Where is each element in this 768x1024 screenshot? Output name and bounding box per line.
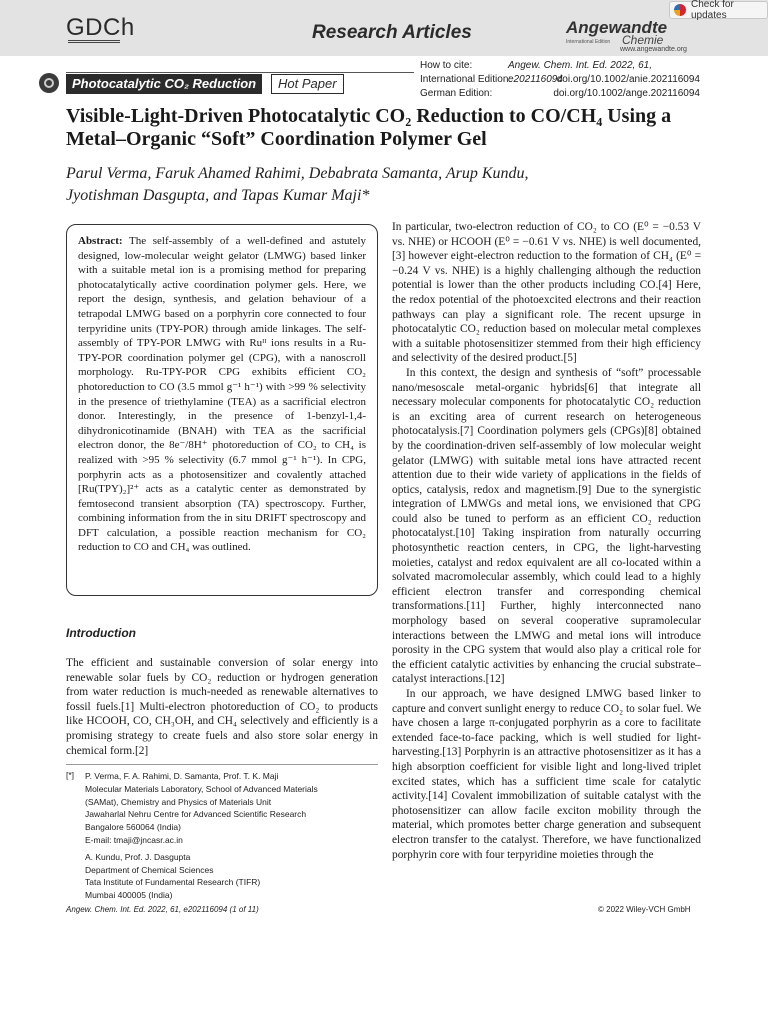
angewandte-logo: Angewandte bbox=[566, 18, 668, 37]
citation-label: How to cite: bbox=[420, 60, 473, 71]
citation-block bbox=[420, 59, 700, 101]
footnote-line: Molecular Materials Laboratory, School of Advanced Materials bbox=[85, 783, 318, 794]
footnote-line: (SAMat), Chemistry and Physics of Materials Unit bbox=[85, 796, 272, 807]
paper-title: Visible-Light-Driven Photocatalytic CO₂ Reduction to CO/CH₄ Using a Metal–Organic “Soft” Coordination Polymer Gel bbox=[66, 105, 672, 150]
section-title: Research Articles bbox=[312, 22, 472, 43]
footnote-line: Tata Institute of Fundamental Research (TIFR) bbox=[85, 877, 261, 888]
footnote-rule bbox=[66, 764, 378, 765]
footnote-line: P. Verma, F. A. Rahimi, D. Samanta, Prof. T. K. Maji bbox=[85, 771, 279, 781]
crossmark-icon bbox=[674, 4, 686, 16]
authors-line: Jyotishman Dasgupta, and Tapas Kumar Maji* bbox=[66, 187, 370, 204]
footnote-email[interactable]: E-mail: tmaji@jncasr.ac.in bbox=[85, 834, 183, 845]
gdch-logo-underline bbox=[68, 40, 120, 43]
authors-line: Parul Verma, Faruk Ahamed Rahimi, Debabrata Samanta, Arup Kundu, bbox=[66, 165, 529, 182]
body-text-right-column bbox=[392, 220, 701, 862]
abstract-label: Abstract: bbox=[78, 235, 123, 247]
abstract-paragraph bbox=[78, 234, 366, 555]
category-label: Photocatalytic CO₂ Reduction bbox=[66, 74, 262, 94]
doi-link[interactable]: doi.org/10.1002/anie.202116094 bbox=[556, 74, 700, 85]
footnote-marker: [*] bbox=[66, 770, 75, 780]
badge-ring bbox=[44, 78, 54, 88]
abstract-text: The self-assembly of a well-defined and astutely designed, low-molecular weight gelator (LMWG) based linker with a suitable metal ion is a promising method for preparing photocatalytically active coordination polymer gels. Here, we report the design, synthesis, and gelation behaviour of a tetrapodal LMWG based on a porphyrin core connected to four terpyridine units (TPY-POR) through amide linkages. The self-assembly of TPY-POR LMWG with Ruᴵᴵ ions results in a Ru-TPY-POR coordination polymer gel (CPG), with a nanoscroll morphology. Ru-TPY-POR CPG exhibits efficient CO₂ photoreduction to CO (3.5 mmol g⁻¹ h⁻¹) with >99 % selectivity in the presence of triethylamine (TEA) as a sacrificial electron donor. Interestingly, in the presence of 1-benzyl-1,4-dihydronicotinamide (BNAH) with TEA as the sacrificial electron donor, the 8e⁻/8H⁺ photoreduction of CO₂ to CH₄ is realized with >95 % selectivity (6.7 mmol g⁻¹ h⁻¹). In CPG, porphyrin acts as a photosensitizer and covalently attached [Ru(TPY)₂]²⁺ acts as a catalytic center as demonstrated by femtosecond transient absorption (TA) spectroscopy. Further, combining information from the in situ DRIFT spectroscopy and DFT calculation, a possible reaction mechanism for CO₂ reduction to CO and CH₄ was outlined. bbox=[78, 235, 366, 554]
citation-value: Angew. Chem. Int. Ed. 2022, 61, e202116094 bbox=[508, 60, 652, 85]
chemie-logo: Chemie bbox=[622, 33, 664, 47]
citation-row-german-edition bbox=[420, 87, 700, 101]
citation-label: German Edition: bbox=[420, 88, 493, 99]
citation-label: International Edition: bbox=[420, 74, 512, 85]
gdch-logo: GDCh bbox=[66, 14, 135, 41]
body-paragraph: In our approach, we have designed LMWG based linker to capture and convert sunlight energy to reduce CO₂ to solar fuel. We have chosen a large π-conjugated porphyrin as a core to facilitate extended face-to-face packing, which is well studied for light-harvesting.[13] Porphyrin is an attractive photosensitizer as it has a high absorption coefficient for visible light and long-lived triplet excited states, which has a sufficient time scale for catalytic activity.[14] Covalent immobilization of suitable catalyst with the photosensitizer can allow facile exciton mobility through the material, which promotes better charge generation and subsequent electron transfer to the catalyst. Therefore, we have functionalized porphyrin core with four terpyridine moieties through the bbox=[392, 688, 701, 861]
hot-paper-label: Hot Paper bbox=[271, 74, 344, 94]
footnote-line: Department of Chemical Sciences bbox=[85, 864, 214, 875]
journal-url[interactable]: www.angewandte.org bbox=[620, 46, 687, 53]
footnote-line: A. Kundu, Prof. J. Dasgupta bbox=[85, 851, 191, 862]
doi-link[interactable]: doi.org/10.1002/ange.202116094 bbox=[553, 88, 700, 99]
introduction-paragraph: The efficient and sustainable conversion of solar energy into renewable solar fuels by CO₂ reduction or hydrogen generation from water reduction is much-needed as renewable alternatives to fossil fuels.[1] Multi-electron photoreduction of CO₂ to products like HCOOH, CO, CH₃OH, and CH₄ selectively and efficiently is a promising strategy to create fuels and also store solar energy in chemical form.[2] bbox=[66, 657, 378, 757]
footer-journal-reference: Angew. Chem. Int. Ed. 2022, 61, e202116094 (1 of 11) bbox=[66, 905, 259, 914]
citation-row-international-edition bbox=[420, 73, 700, 87]
abstract-box bbox=[66, 224, 378, 596]
footer-copyright: © 2022 Wiley-VCH GmbH bbox=[598, 905, 691, 914]
header-rule bbox=[66, 72, 414, 73]
body-paragraph: In this context, the design and synthesis of “soft” processable nano/mesoscale metal-organic hybrids[6] that integrate all necessary molecular components for photocatalytic CO₂ reduction is an exciting area of current research on heterogeneous photocatalysis.[7] Coordination polymers gels (CPGs)[8] obtained by the coordination-driven self-assembly of low molecular weight gelator (LMWG) with suitable metal ions have attracted recent attention due to their wide variety of applications in the fields of optics, catalysis, redox and magnetism.[9] Due to the synergistic integration of LMWGs and metal ions, we envisioned that CPG could also be tuned to perform as an efficient CO₂ reduction photocatalyst.[10] Taking inspiration from naturally occurring photosynthetic reaction centers, in CPG, the light-harvesting moieties, catalyst and redox equivalent are all co-located within a solvated macromolecular assembly, which could lead to a highly efficient electron transfer and corresponding chemical transformations.[11] Further, highly interconnected nano morphology based on several cooperative supramolecular interactions between the LMWG and metal ions will introduce porosity in the CPG system that would also play a critical role for the efficient catalytic activities by enhancing the crucial substrate–catalyst interactions.[12] bbox=[392, 366, 701, 686]
check-for-updates-label: Check for updates bbox=[691, 0, 734, 21]
footnote-line: Bangalore 560064 (India) bbox=[85, 822, 181, 833]
international-edition-logo: International Edition bbox=[566, 39, 611, 45]
affiliation-footnote bbox=[85, 770, 380, 902]
author-list bbox=[66, 163, 706, 207]
check-for-updates-button[interactable] bbox=[669, 1, 768, 19]
footnote-line: Jawaharlal Nehru Centre for Advanced Scientific Research bbox=[85, 809, 307, 820]
footnote-line: Mumbai 400005 (India) bbox=[85, 890, 173, 901]
body-paragraph: In particular, two-electron reduction of CO₂ to CO (E⁰ = −0.53 V vs. NHE) or HCOOH (E⁰ = −0.61 V vs. NHE) is well documented,[3] however eight-electron reduction to the formation of CH₄ (E⁰ = −0.24 V vs. NHE) is a highly challenging although the reduction potential is lower than the other products including CO.[4] Here, the redox potential of the photoexcited electrons and their reaction pathways can play a significant role. The recent upsurge in photocatalytic CO₂ reduction based on molecular metal complexes with a suitable photosensitizer stemmed from their high efficiency and selectivity of the desired product.[5] bbox=[392, 221, 701, 365]
introduction-heading: Introduction bbox=[66, 626, 136, 640]
